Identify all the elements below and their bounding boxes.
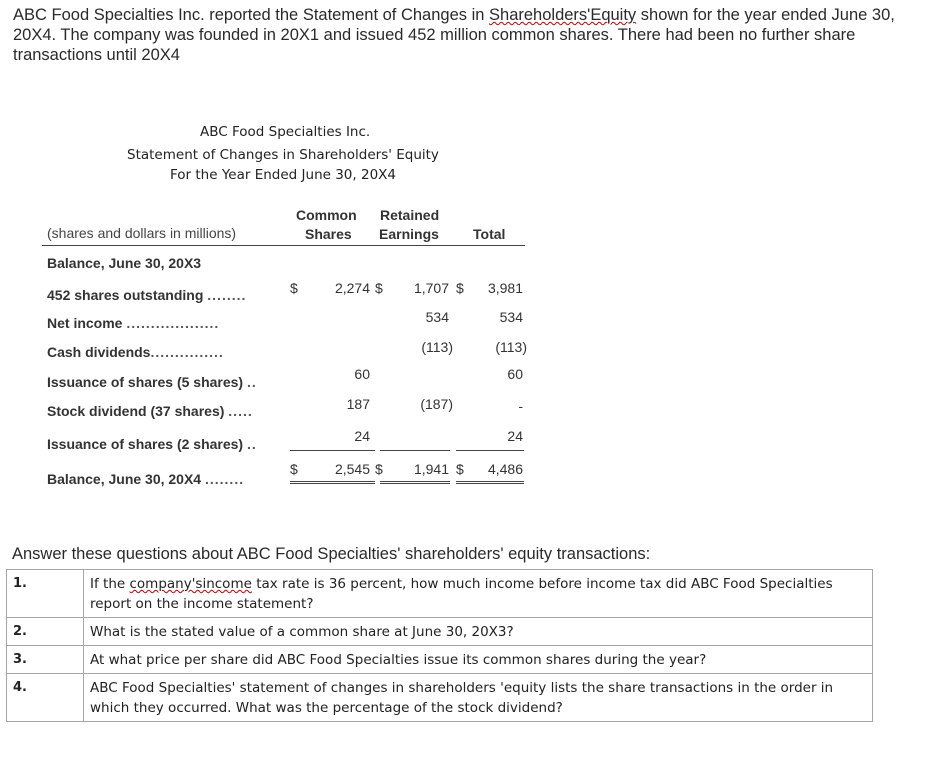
cell-total: 60 [507,366,523,382]
cell-retained: (113) [421,339,453,355]
total-double-rule [380,481,450,484]
dollar-sign: $ [456,280,464,296]
total-double-rule [456,481,524,484]
row-label: Cash dividends............... [47,344,224,360]
problem-intro [13,5,913,65]
dollar-sign: $ [375,280,383,296]
cell-total: 3,981 [487,280,523,296]
intro-misspelled-term: Shareholders'Equity [489,6,637,24]
dollar-sign: $ [375,461,383,477]
row-label: Stock dividend (37 shares) ..... [47,403,253,419]
question-text: What is the stated value of a common share at June 30, 20X3? [84,618,873,646]
intro-text-a: ABC Food Specialties Inc. reported the Statement of Changes in [13,6,490,24]
cell-total: (113) [495,339,527,355]
cell-common: 24 [354,428,370,444]
col-total: Total [473,226,506,242]
questions-prompt: Answer these questions about ABC Food Specialties' shareholders' equity transactions: [12,545,651,563]
question-row [7,674,873,722]
cell-retained: 1,707 [413,280,449,296]
statement-title: Statement of Changes in Shareholders' Equity [127,147,439,163]
col-common-l2: Shares [305,226,352,242]
cell-common: 2,274 [334,280,370,296]
question-number: 3. [7,646,84,674]
row-label: Issuance of shares (2 shares) .. [47,436,257,452]
col-retained-l2: Earnings [379,226,439,242]
cell-common: 2,545 [334,461,370,477]
question-number: 1. [7,570,84,618]
question-row [7,646,873,674]
subtotal-rule [290,450,375,451]
question-row [7,570,873,618]
intro-text-b: shown for the year ended June 30, 20X4. The company was founded in 20X1 and issued 452 million common shares. There had been no further share transactions until 20X4 [13,6,895,64]
total-double-rule [290,481,375,484]
row-label: Balance, June 30, 20X4 ........ [47,471,245,487]
subtotal-rule [380,450,450,451]
cell-total: 534 [499,309,523,325]
row-label: 452 shares outstanding ........ [47,287,247,303]
cell-total: 4,486 [487,461,523,477]
dollar-sign: $ [456,461,464,477]
dollar-sign: $ [290,280,298,296]
row-label: Balance, June 30, 20X3 [47,255,202,271]
question-text: ABC Food Specialties' statement of changes in shareholders 'equity lists the share transactions in the order in which they occurred. What was the percentage of the stock dividend? [84,674,873,722]
cell-retained: (187) [420,396,453,412]
cell-retained: 1,941 [413,461,449,477]
statement-company: ABC Food Specialties Inc. [200,124,371,140]
question-number: 2. [7,618,84,646]
misspelled-term: company'sincome [129,576,252,592]
cell-total: 24 [507,428,523,444]
cell-total: - [518,398,523,414]
subtotal-rule [456,450,524,451]
cell-common: 60 [354,366,370,382]
question-number: 4. [7,674,84,722]
questions-table [6,569,873,722]
question-text: If the company'sincome tax rate is 36 percent, how much income before income tax did ABC Food Specialties report on the income statement? [84,570,873,618]
row-label: Issuance of shares (5 shares) .. [47,374,257,390]
col-common-l1: Common [296,207,357,223]
row-label: Net income ................... [47,315,220,331]
header-rule [42,245,525,246]
question-text: At what price per share did ABC Food Specialties issue its common shares during the year? [84,646,873,674]
units-note: (shares and dollars in millions) [47,225,237,241]
intro-paragraph [13,5,913,65]
col-retained-l1: Retained [380,207,440,223]
question-row [7,618,873,646]
cell-common: 187 [346,396,370,412]
dollar-sign: $ [290,461,298,477]
cell-retained: 534 [425,309,449,325]
statement-period: For the Year Ended June 30, 20X4 [170,167,396,183]
